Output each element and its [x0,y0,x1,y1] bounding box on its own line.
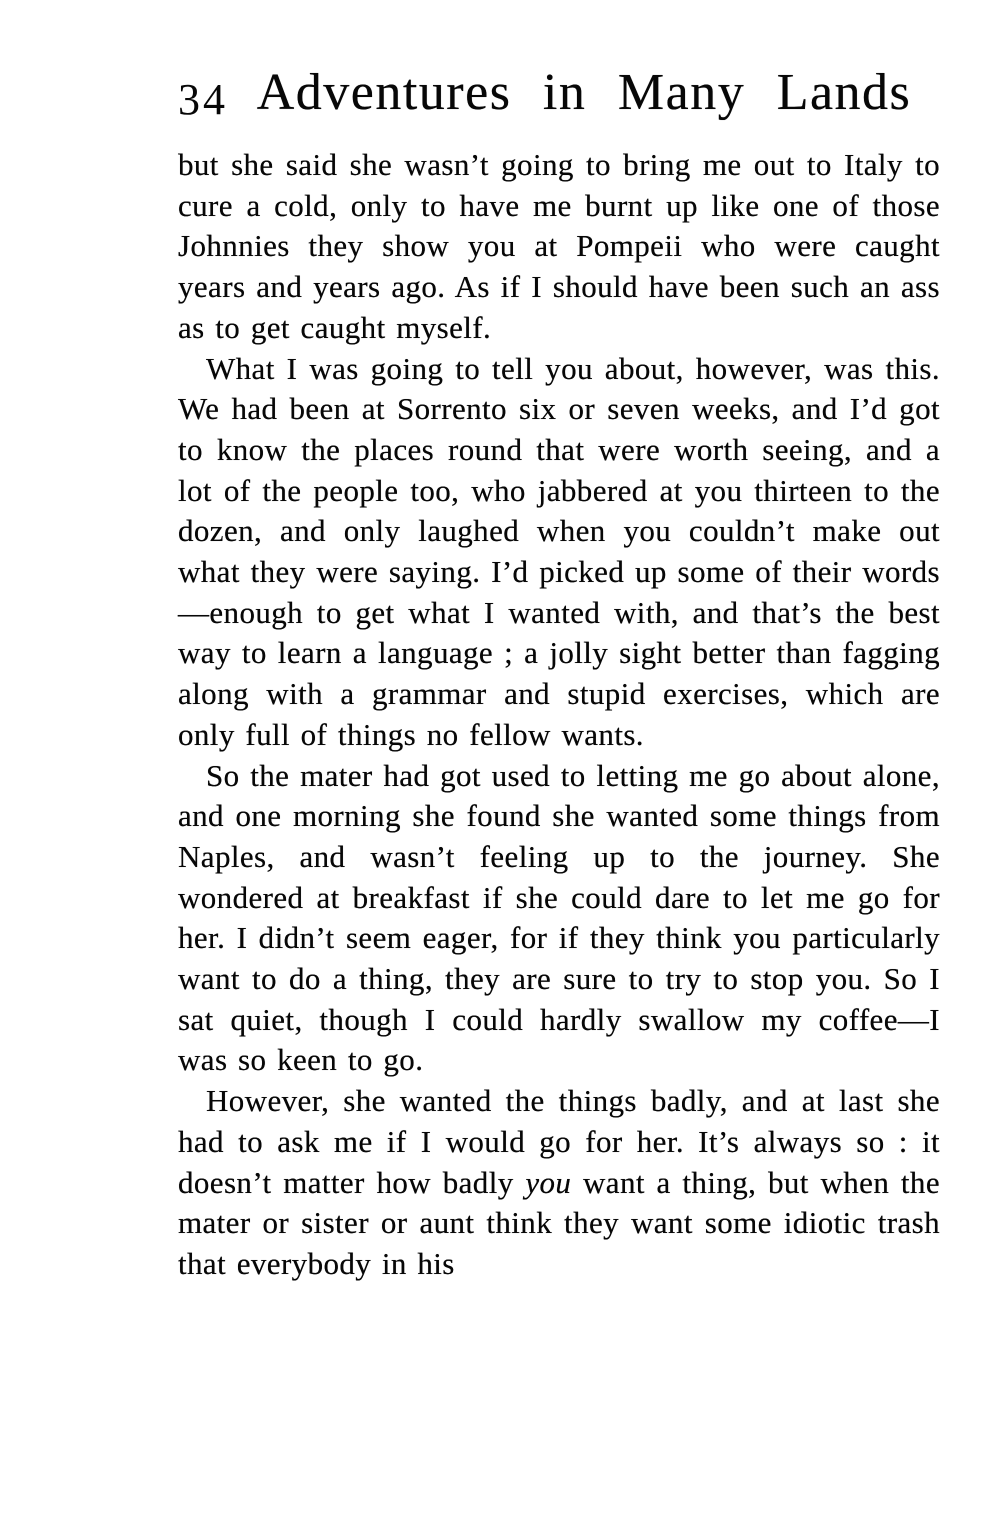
paragraph-4-italic-word: you [525,1164,572,1200]
paragraph-4-text-after: want a thing, but when the mater or sister or aunt think they want some idiotic trash that everybody in his [178,1164,940,1281]
paragraph-3: So the mater had got used to letting me go about alone, and one morning she found she wanted some things from Naples, and wasn’t feeling up to the journey. She wondered at breakfast if she could dare to let me go for her. I didn’t seem eager, for if they think you particularly want to do a thing, they are sure to try to stop you. So I sat quiet, though I could hardly swallow my coffee—I was so keen to go. [178,757,940,1078]
page-body [178,145,940,1285]
paragraph-4-text-before: However, she wanted the things badly, and at last she had to ask me if I would go for her. It’s always so : it doesn’t matter how badly [178,1083,940,1200]
page-number: 34 [178,75,228,124]
paragraph-1: but she said she wasn’t going to bring me out to Italy to cure a cold, only to have me burnt up like one of those Johnnies they show you at Pompeii who were caught years and years ago. As if I should have been such an ass as to get caught myself. [178,147,940,345]
paragraph-4 [178,1081,940,1285]
running-title: Adventures in Many Lands [256,64,912,121]
paragraph-2: What I was going to tell you about, however, was this. We had been at Sorrento six or seven weeks, and I’d got to know the places round that were worth seeing, and a lot of the people too, who jabbered at you thirteen to the dozen, and only laughed when you couldn’t make out what they were saying. I’d picked up some of their words—enough to get what I wanted with, and that’s the best way to learn a language ; a jolly sight better than fagging along with a grammar and stupid exercises, which are only full of things no fellow wants. [178,350,940,752]
running-header [178,64,940,124]
